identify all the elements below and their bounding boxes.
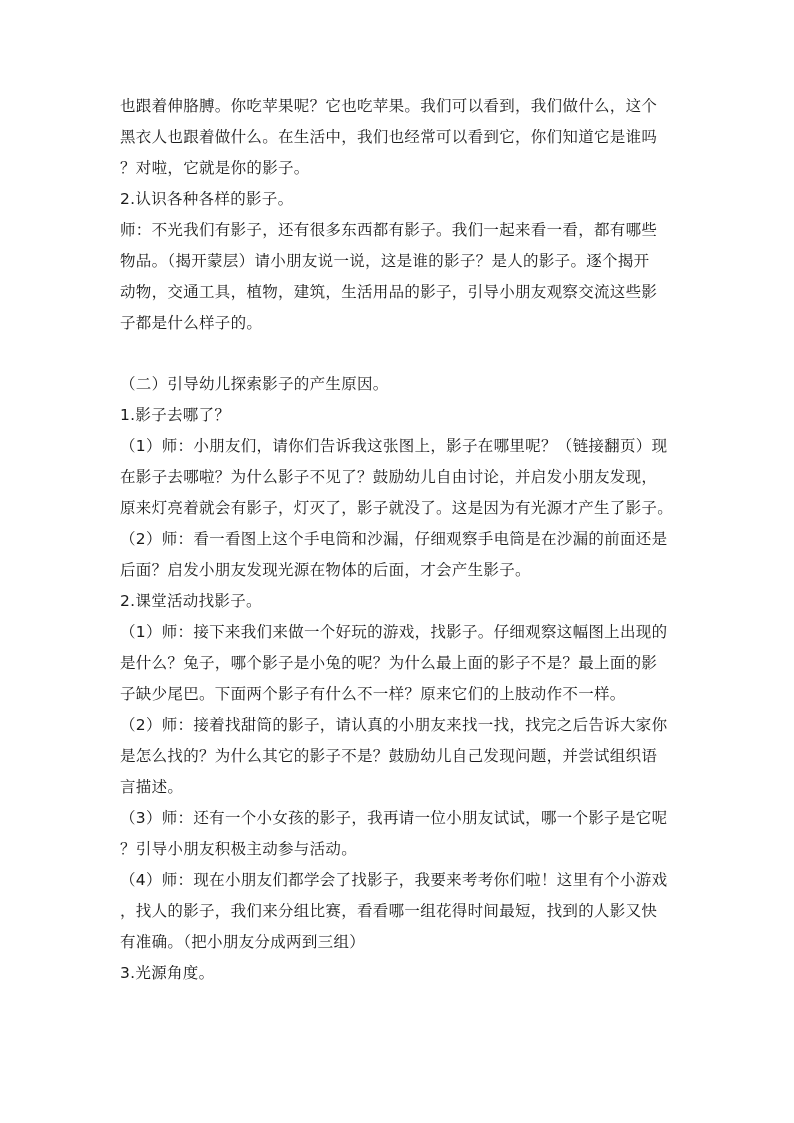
section-heading: （二）引导幼儿探索影子的产生原因。 bbox=[120, 375, 389, 393]
section-heading: 1.影子去哪了？ bbox=[120, 406, 231, 424]
text-line: 是什么？兔子，哪个影子是小兔的呢？为什么最上面的影子不是？最上面的影 bbox=[120, 654, 658, 672]
text-line: 子缺少尾巴。下面两个影子有什么不一样？原来它们的上肢动作不一样。 bbox=[120, 685, 626, 703]
text-line: 黑衣人也跟着做什么。在生活中，我们也经常可以看到它，你们知道它是谁吗 bbox=[120, 128, 658, 146]
text-line: 子都是什么样子的。 bbox=[120, 314, 263, 332]
text-line: （4）师：现在小朋友们都学会了找影子，我要来考考你们啦！这里有个小游戏 bbox=[120, 871, 668, 889]
section-heading: 3.光源角度。 bbox=[120, 964, 215, 982]
text-line: 是怎么找的？为什么其它的影子不是？鼓励幼儿自己发现问题，并尝试组织语 bbox=[120, 747, 658, 765]
section-heading: 2.认识各种各样的影子。 bbox=[120, 190, 294, 208]
text-line: ？对啦，它就是你的影子。 bbox=[120, 159, 310, 177]
section-heading: 2.课堂活动找影子。 bbox=[120, 592, 262, 610]
text-line: （3）师：还有一个小女孩的影子，我再请一位小朋友试试，哪一个影子是它呢 bbox=[120, 809, 668, 827]
text-line: 也跟着伸胳膊。你吃苹果呢？它也吃苹果。我们可以看到，我们做什么，这个 bbox=[120, 97, 658, 115]
text-line: 有准确。（把小朋友分成两到三组） bbox=[120, 933, 366, 951]
text-line: ？引导小朋友积极主动参与活动。 bbox=[120, 840, 358, 858]
text-line: 在影子去哪啦？为什么影子不见了？鼓励幼儿自由讨论，并启发小朋友发现， bbox=[120, 468, 658, 486]
text-line: 物品。（揭开蒙层）请小朋友说一说，这是谁的影子？是人的影子。逐个揭开 bbox=[120, 252, 650, 270]
text-line: （2）师：接着找甜筒的影子，请认真的小朋友来找一找，找完之后告诉大家你 bbox=[120, 716, 668, 734]
text-line: （1）师：小朋友们，请你们告诉我这张图上，影子在哪里呢？（链接翻页）现 bbox=[120, 437, 668, 455]
text-line: ，找人的影子，我们来分组比赛，看看哪一组花得时间最短，找到的人影又快 bbox=[120, 902, 658, 920]
text-line: 言描述。 bbox=[120, 778, 184, 796]
text-line: 师：不光我们有影子，还有很多东西都有影子。我们一起来看一看，都有哪些 bbox=[120, 221, 658, 239]
text-line: （2）师：看一看图上这个手电筒和沙漏，仔细观察手电筒是在沙漏的前面还是 bbox=[120, 530, 668, 548]
text-line: 原来灯亮着就会有影子，灯灭了，影子就没了。这是因为有光源才产生了影子。 bbox=[120, 499, 674, 517]
text-line: 动物，交通工具，植物，建筑，生活用品的影子，引导小朋友观察交流这些影 bbox=[120, 283, 658, 301]
text-line: 后面？启发小朋友发现光源在物体的后面，才会产生影子。 bbox=[120, 561, 531, 579]
text-line: （1）师：接下来我们来做一个好玩的游戏，找影子。仔细观察这幅图上出现的 bbox=[120, 623, 668, 641]
